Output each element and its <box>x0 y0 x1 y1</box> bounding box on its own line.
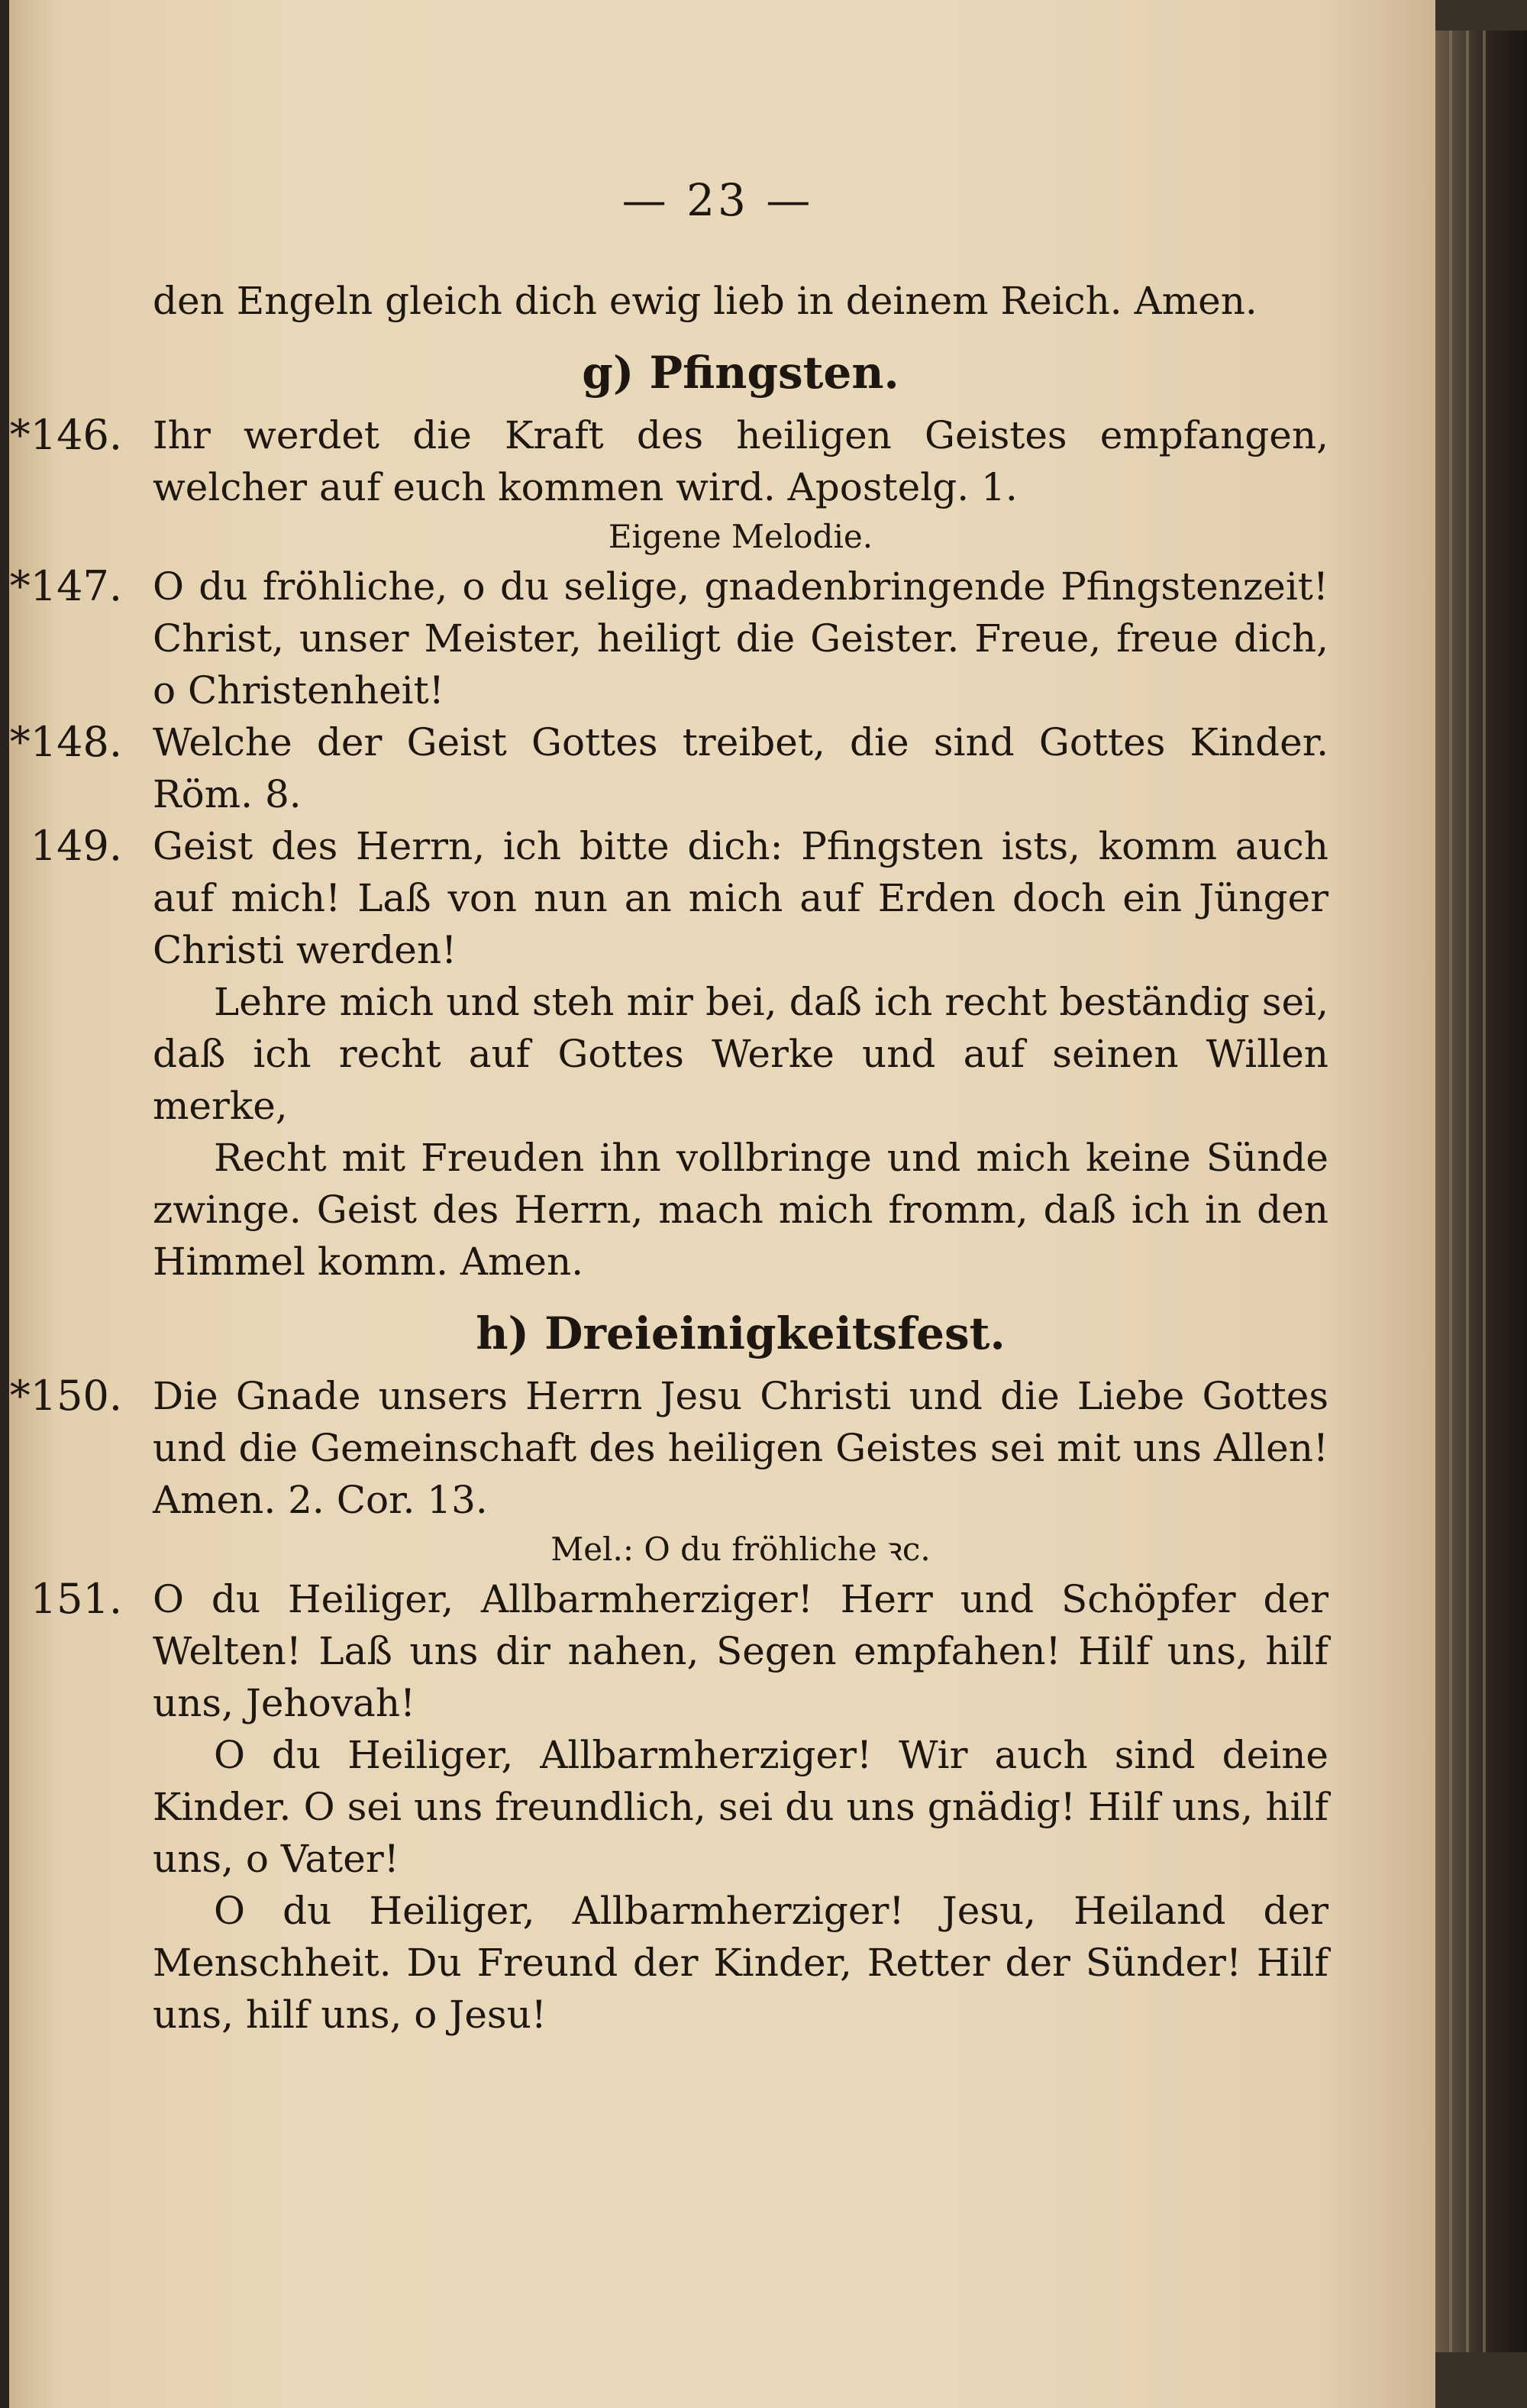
entry-text: Ihr werdet die Kraft des heiligen Geistes empfangen, welcher auf euch kommen wird. Apostelg. 1. <box>153 413 1328 509</box>
entry-number: *147. <box>9 562 122 610</box>
numbered-entry <box>9 1370 1328 1526</box>
entry-text: O du Heiliger, Allbarmherziger! Herr und Schöpfer der Welten! Laß uns dir nahen, Segen empfahen! Hilf uns, hilf uns, Jehovah! <box>153 1577 1328 1725</box>
book-spine <box>1435 31 1527 2352</box>
entry-number: *148. <box>9 718 122 766</box>
entry-number: 151. <box>30 1575 122 1623</box>
spine-edge <box>1466 31 1469 2352</box>
entry-number: 149. <box>30 822 122 870</box>
numbered-entry <box>9 716 1328 820</box>
numbered-entry <box>30 1573 1328 1729</box>
opening-text: den Engeln gleich dich ewig lieb in deinem Reich. Amen. <box>153 279 1257 323</box>
entry-text: Welche der Geist Gottes treibet, die sind Gottes Kinder. Röm. 8. <box>153 720 1328 816</box>
entry-number: *150. <box>9 1372 122 1420</box>
page-content <box>9 275 1328 2041</box>
verse-continuation: Recht mit Freuden ihn vollbringe und mich keine Sünde zwinge. Geist des Herrn, mach mich fromm, daß ich in den Himmel komm. Amen. <box>153 1136 1328 1284</box>
verse-continuation: Lehre mich und steh mir bei, daß ich recht beständig sei, daß ich recht auf Gottes Werke und auf seinen Willen merke, <box>153 980 1328 1128</box>
numbered-entry <box>30 820 1328 976</box>
section-heading: h) Dreieinigkeitsfest. <box>476 1307 1006 1359</box>
entry-number: *146. <box>9 411 122 459</box>
entry-text: O du fröhliche, o du selige, gnadenbringende Pfingstenzeit! Christ, unser Meister, heiligt die Geister. Freue, freue dich, o Christenheit! <box>153 564 1328 713</box>
verse-continuation: O du Heiliger, Allbarmherziger! Wir auch sind deine Kinder. O sei uns freundlich, sei du uns gnädig! Hilf uns, hilf uns, o Vater! <box>153 1733 1328 1881</box>
entry-text: Die Gnade unsers Herrn Jesu Christi und die Liebe Gottes und die Gemeinschaft des heiligen Geistes sei mit uns Allen! Amen. 2. Cor. 13. <box>153 1374 1328 1522</box>
spine-edge <box>1449 31 1452 2352</box>
spine-edge <box>1483 31 1486 2352</box>
melody-note: Mel.: O du fröhliche ꝛc. <box>550 1530 931 1568</box>
verse-continuation: O du Heiliger, Allbarmherziger! Jesu, Heiland der Menschheit. Du Freund der Kinder, Retter der Sünder! Hilf uns, hilf uns, o Jesu! <box>153 1889 1328 2037</box>
melody-note: Eigene Melodie. <box>608 518 873 555</box>
numbered-entry <box>9 561 1328 716</box>
page-number: — 23 — <box>621 174 814 226</box>
section-heading: g) Pfingsten. <box>582 347 899 399</box>
numbered-entry <box>9 409 1328 513</box>
entry-text: Geist des Herrn, ich bitte dich: Pfingsten ists, komm auch auf mich! Laß von nun an mich auf Erden doch ein Jünger Christi werden! <box>153 824 1328 972</box>
